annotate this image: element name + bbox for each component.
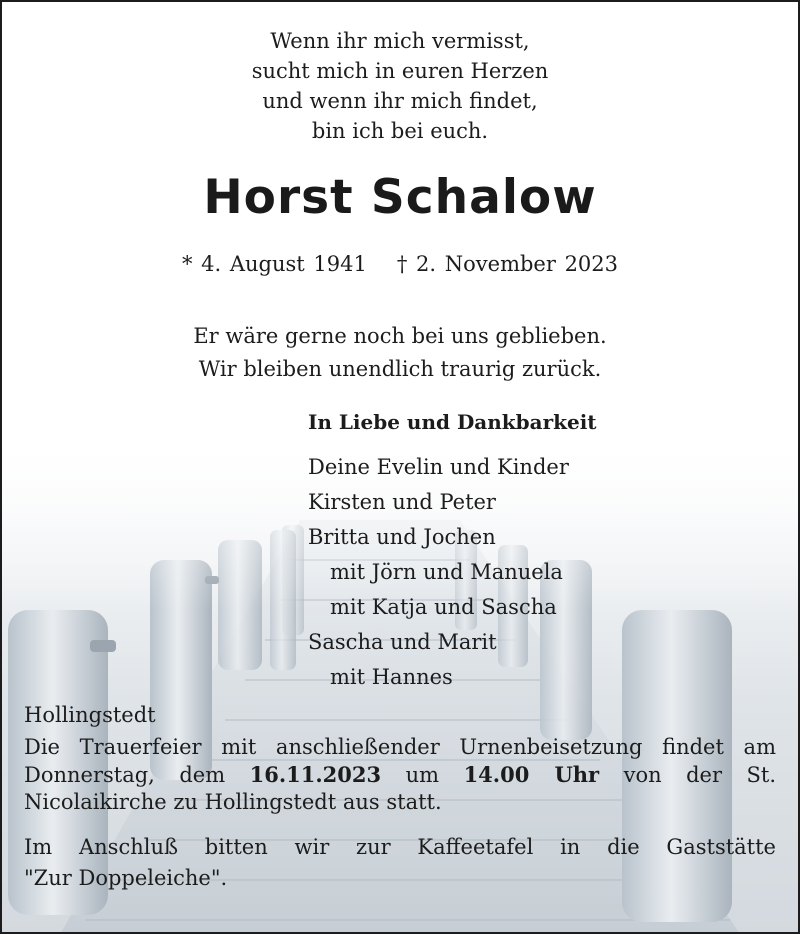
poem-line: bin ich bei euch. (311, 119, 489, 143)
mourner: mit Hannes (330, 665, 453, 689)
poem-line: sucht mich in euren Herzen (251, 59, 549, 83)
quote-line: Wir bleiben unendlich traurig zurück. (198, 357, 602, 381)
poem (0, 26, 800, 146)
funeral-date: 16.11.2023 (249, 762, 382, 787)
poem-line: und wenn ihr mich findet, (262, 89, 538, 113)
reception-line: Im Anschluß bitten wir zur Kaffeetafel in die Gaststätte (24, 835, 776, 859)
mourner: Britta und Jochen (308, 525, 496, 549)
poem-line: Wenn ihr mich vermisst, (270, 29, 530, 53)
reception-venue: "Zur Doppeleiche". (24, 866, 228, 890)
reception-announcement (24, 832, 776, 894)
funeral-text: Die Trauerfeier mit anschließender Urnenbeisetzung findet am Donnerstag, dem (24, 735, 776, 787)
mourners-list (308, 450, 569, 695)
mourner: Sascha und Marit (308, 630, 497, 654)
mourners-heading: In Liebe und Dankbarkeit (308, 410, 597, 434)
mourner: mit Jörn und Manuela (330, 560, 563, 584)
farewell-quote (0, 320, 800, 386)
funeral-announcement (24, 734, 776, 816)
death-date: † 2. November 2023 (396, 252, 619, 276)
deceased-name: Horst Schalow (203, 170, 597, 225)
mourner: mit Katja und Sascha (330, 595, 557, 619)
life-dates (0, 252, 800, 276)
funeral-time: 14.00 Uhr (463, 762, 600, 787)
mourner: Deine Evelin und Kinder (308, 455, 569, 479)
birth-date: * 4. August 1941 (181, 252, 367, 276)
funeral-text: um (381, 763, 464, 787)
funeral-text: von der St. Nicolaikirche zu Hollingstedt aus statt. (24, 763, 776, 814)
mourner: Kirsten und Peter (308, 490, 496, 514)
quote-line: Er wäre gerne noch bei uns geblieben. (193, 324, 607, 348)
place: Hollingstedt (24, 703, 156, 727)
